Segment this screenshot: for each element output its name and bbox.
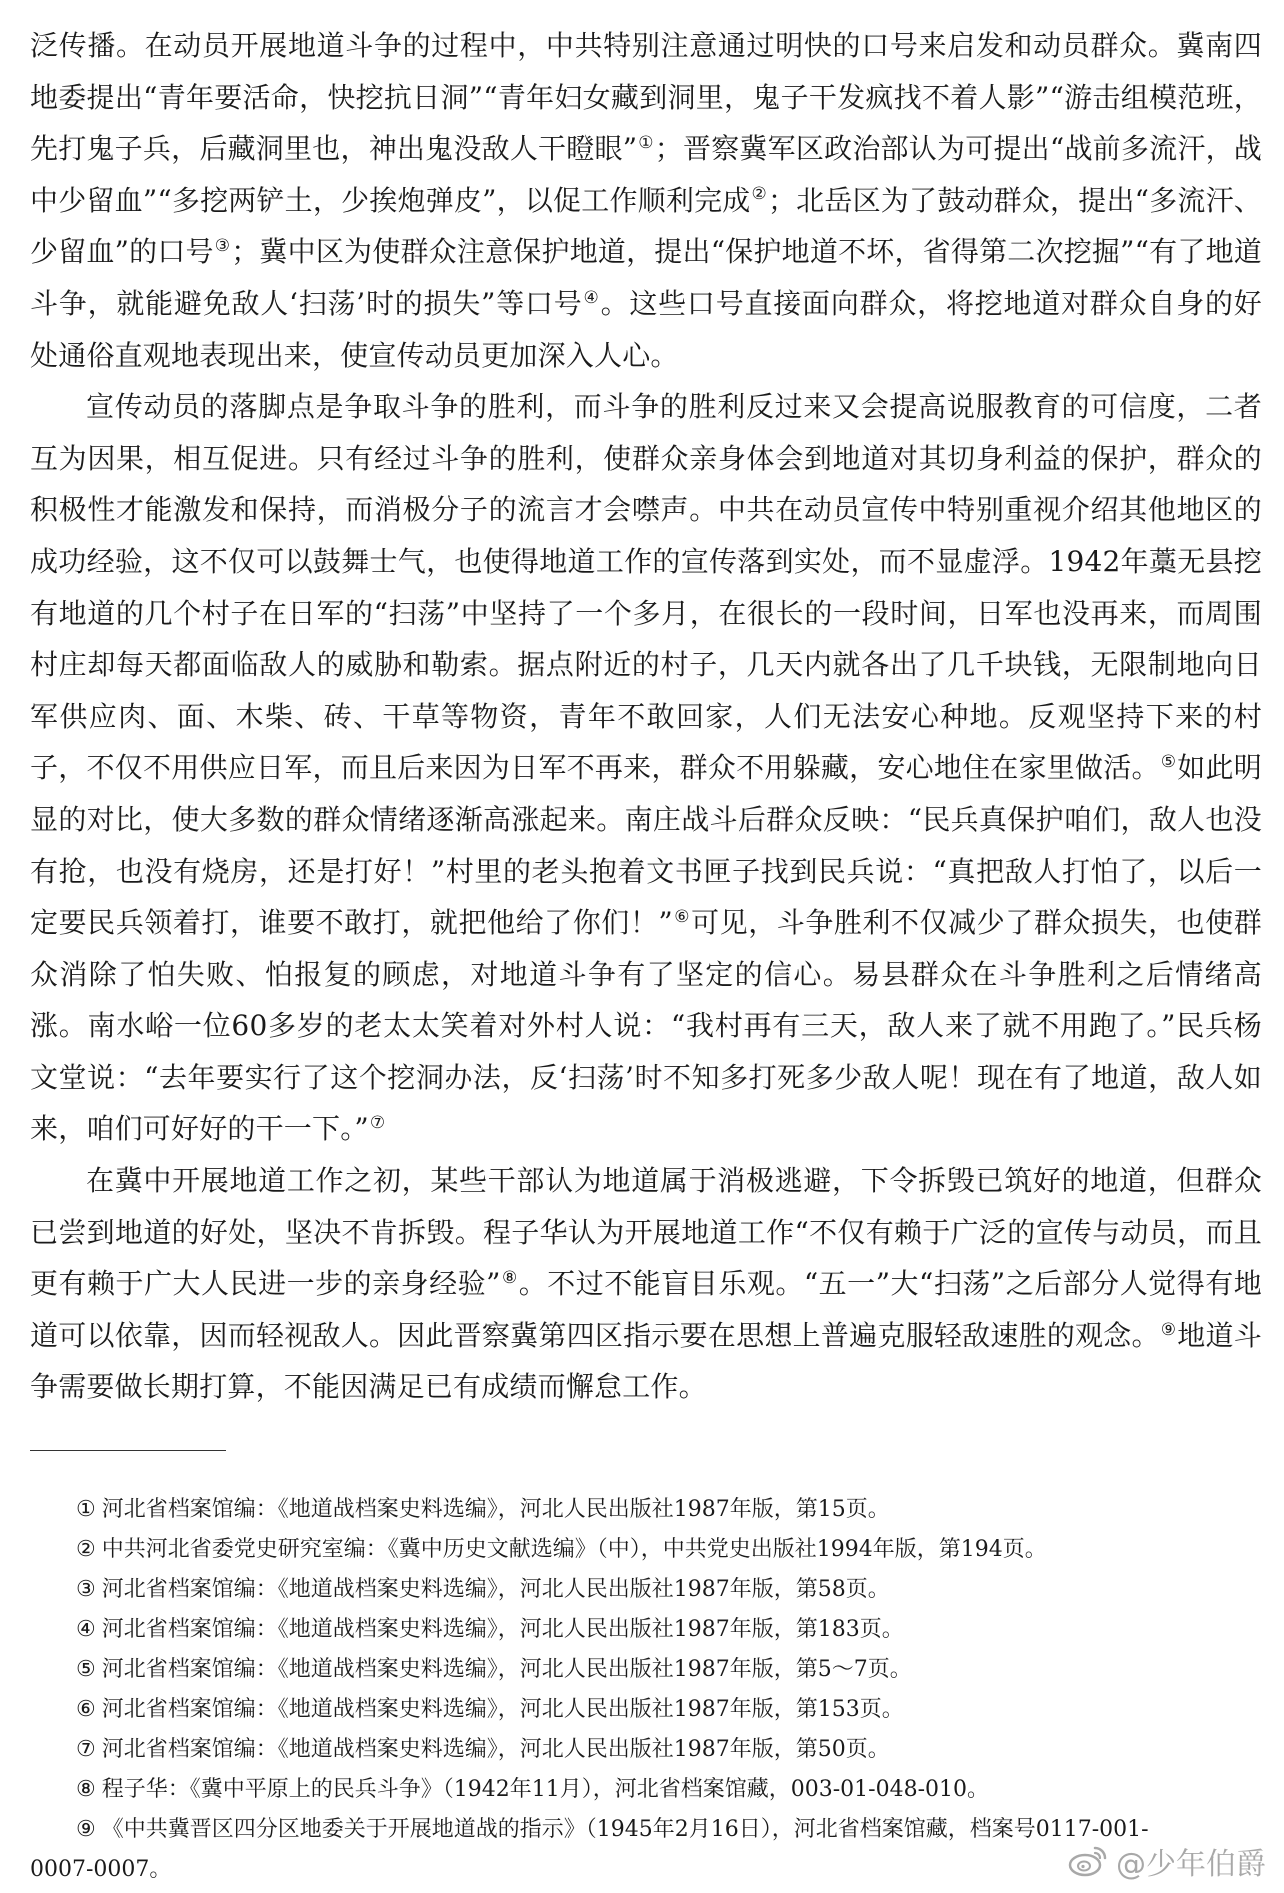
paragraph-text: 。这些口号直接面向群众，将挖地道对群众自身的好处通俗直观地表现出来，使宣传动员更加深入人心。	[30, 286, 1262, 372]
footnote-reference[interactable]: ⑧	[501, 1267, 518, 1288]
footnotes-section	[30, 1490, 1256, 1890]
footnote-text: 中共河北省委党史研究室编：《冀中历史文献选编》（中），中共党史出版社1994年版，第194页。	[101, 1537, 1047, 1562]
paragraph-text: 泛传播。在动员开展地道斗争的过程中，中共特别注意通过明快的口号来启发和动员群众。冀南四地委提出“青年要活命，快挖抗日洞”“青年妇女藏到洞里，鬼子干发疯找不着人影”“游击组模范班，先打鬼子兵，后藏洞里也，神出鬼没敌人干瞪眼”	[30, 29, 1262, 166]
footnote-mark: ④	[76, 1617, 96, 1642]
footnote-continuation: 0007-0007。	[30, 1857, 172, 1882]
paragraph-text: ；冀中区为使群众注意保护地道，提出“保护地道不坏，省得第二次挖掘”“有了地道斗争，就能避免敌人‘扫荡’时的损失”等口号	[30, 235, 1262, 320]
footnote-reference[interactable]: ⑦	[369, 1113, 386, 1134]
footnote-text: 河北省档案馆编：《地道战档案史料选编》，河北人民出版社1987年版，第183页。	[101, 1617, 904, 1642]
footnote-text: 河北省档案馆编：《地道战档案史料选编》，河北人民出版社1987年版，第15页。	[101, 1497, 890, 1522]
footnote-reference[interactable]: ②	[751, 184, 767, 205]
footnote-item	[76, 1770, 1256, 1810]
footnote-item	[76, 1610, 1256, 1650]
footnote-reference[interactable]: ①	[638, 132, 654, 153]
paragraph-text: 如此明显的对比，使大多数的群众情绪逐渐高涨起来。南庄战斗后群众反映：“民兵真保护咱们，敌人也没有抢，也没有烧房，还是打好！”村里的老头抱着文书匣子找到民兵说：“真把敌人打怕了，以后一定要民兵领着打，谁要不敢打，就把他给了你们！”	[30, 751, 1262, 940]
paragraph-text: 地道斗争需要做长期打算，不能因满足已有成绩而懈怠工作。	[30, 1318, 1262, 1404]
paragraph-text: 。不过不能盲目乐观。“五一”大“扫荡”之后部分人觉得有地道可以依靠，因而轻视敌人。因此晋察冀第四区指示要在思想上普遍克服轻敌速胜的观念。	[30, 1267, 1262, 1352]
paragraph	[30, 1155, 1262, 1413]
footnote-item	[76, 1570, 1256, 1610]
paragraph-text: 可见，斗争胜利不仅减少了群众损失，也使群众消除了怕失败、怕报复的顾虑，对地道斗争有了坚定的信心。易县群众在斗争胜利之后情绪高涨。南水峪一位60多岁的老太太笑着对外村人说：“我村再有三天，敌人来了就不用跑了。”民兵杨文堂说：“去年要实行了这个挖洞办法，反‘扫荡’时不知多打死多少敌人呢！现在有了地道，敌人如来，咱们可好好的干一下。”	[30, 906, 1262, 1146]
footnote-reference[interactable]: ⑤	[1160, 751, 1177, 772]
paragraph	[30, 381, 1262, 1155]
footnote-item	[76, 1730, 1256, 1770]
footnote-mark: ⑤	[76, 1657, 96, 1682]
footnote-reference[interactable]: ⑨	[1160, 1319, 1177, 1340]
footnote-reference[interactable]: ⑥	[673, 906, 691, 927]
footnote-text: 程子华：《冀中平原上的民兵斗争》（1942年11月），河北省档案馆藏，003-01-048-010。	[101, 1777, 989, 1802]
footnote-text: 河北省档案馆编：《地道战档案史料选编》，河北人民出版社1987年版，第153页。	[101, 1697, 904, 1722]
paragraph-text: 宣传动员的落脚点是争取斗争的胜利，而斗争的胜利反过来又会提高说服教育的可信度，二者互为因果，相互促进。只有经过斗争的胜利，使群众亲身体会到地道对其切身利益的保护，群众的积极性才能激发和保持，而消极分子的流言才会噤声。中共在动员宣传中特别重视介绍其他地区的成功经验，这不仅可以鼓舞士气，也使得地道工作的宣传落到实处，而不显虚浮。1942年藁无县挖有地道的几个村子在日军的“扫荡”中坚持了一个多月，在很长的一段时间，日军也没再来，而周围村庄却每天都面临敌人的威胁和勒索。据点附近的村子，几天内就各出了几千块钱，无限制地向日军供应肉、面、木柴、砖、干草等物资，青年不敢回家，人们无法安心种地。反观坚持下来的村子，不仅不用供应日军，而且后来因为日军不再来，群众不用躲藏，安心地住在家里做活。	[30, 390, 1262, 785]
paragraph-text: ；晋察冀军区政治部认为可提出“战前多流汗，战中少留血”“多挖两铲土，少挨炮弹皮”，以促工作顺利完成	[30, 132, 1262, 217]
footnote-mark: ⑧	[76, 1777, 96, 1802]
footnote-mark: ⑥	[76, 1697, 96, 1722]
weibo-logo-icon	[1068, 1844, 1108, 1878]
watermark-text: @少年伯爵	[1116, 1847, 1266, 1882]
footnote-item	[76, 1530, 1256, 1570]
footnote-text: 河北省档案馆编：《地道战档案史料选编》，河北人民出版社1987年版，第58页。	[101, 1577, 890, 1602]
footnote-item	[76, 1650, 1256, 1690]
footnote-reference[interactable]: ③	[214, 236, 231, 257]
paragraph	[30, 20, 1262, 381]
footnote-mark: ③	[76, 1577, 96, 1602]
footnote-item	[76, 1490, 1256, 1530]
paragraph-text: 在冀中开展地道工作之初，某些干部认为地道属于消极逃避，下令拆毁已筑好的地道，但群众已尝到地道的好处，坚决不肯拆毁。程子华认为开展地道工作“不仅有赖于广泛的宣传与动员，而且更有赖于广大人民进一步的亲身经验”	[30, 1164, 1262, 1301]
footnote-item	[76, 1690, 1256, 1730]
footnote-reference[interactable]: ④	[583, 287, 600, 308]
footnote-mark: ⑦	[76, 1737, 96, 1762]
footnote-divider	[30, 1450, 226, 1451]
watermark	[1068, 1839, 1266, 1883]
footnote-text: 河北省档案馆编：《地道战档案史料选编》，河北人民出版社1987年版，第50页。	[101, 1737, 890, 1762]
document-body	[30, 20, 1262, 1413]
footnote-text: 河北省档案馆编：《地道战档案史料选编》，河北人民出版社1987年版，第5～7页。	[101, 1657, 912, 1682]
footnote-mark: ①	[76, 1497, 96, 1522]
footnote-text: 《中共冀晋区四分区地委关于开展地道战的指示》（1945年2月16日），河北省档案馆藏，档案号0117-001-	[101, 1817, 1149, 1842]
footnote-mark: ②	[76, 1537, 96, 1562]
footnote-mark: ⑨	[76, 1817, 96, 1842]
paragraph-text: ；北岳区为了鼓动群众，提出“多流汗、少留血”的口号	[30, 183, 1262, 269]
